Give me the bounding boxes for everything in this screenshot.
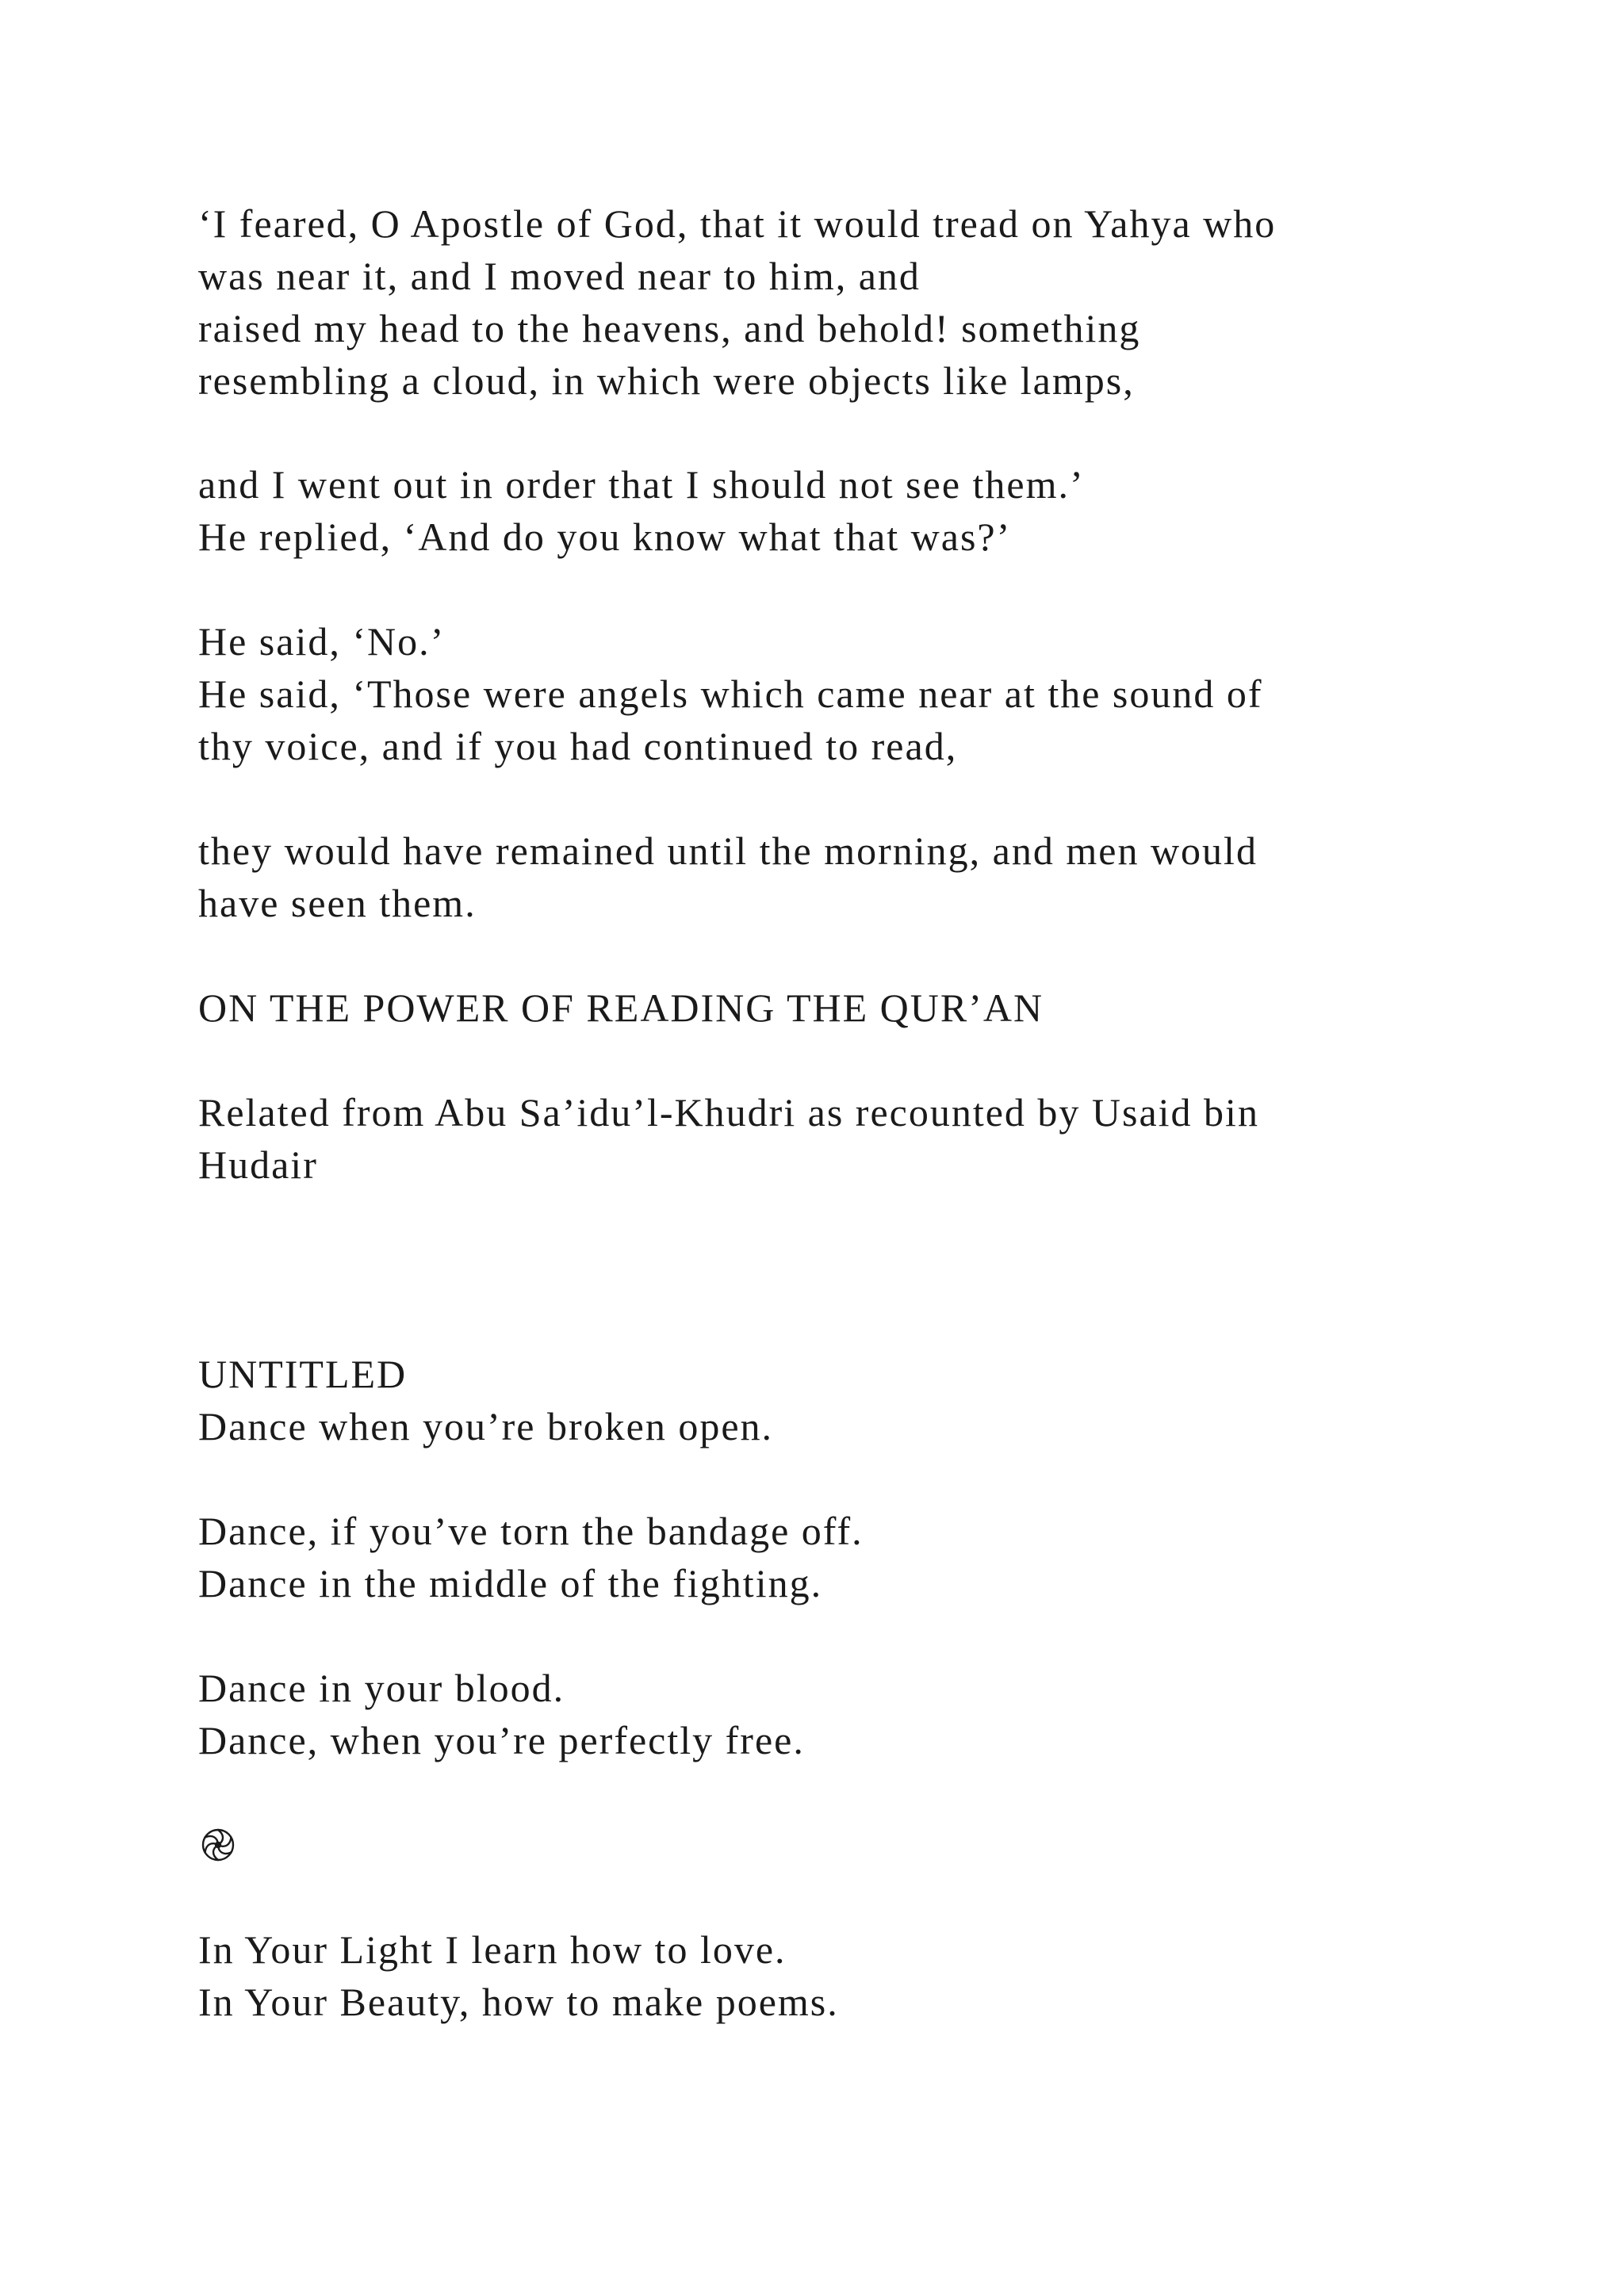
poem-line-7: In Your Beauty, how to make poems. [198, 1980, 839, 2024]
text-line-5: and I went out in order that I should not see them.’ [198, 462, 1085, 507]
text-line-8: He said, ‘Those were angels which came near at the sound of [198, 672, 1263, 716]
poem-line-4: Dance in your blood. [198, 1666, 565, 1710]
text-line-10: they would have remained until the morning, and men would [198, 828, 1258, 873]
text-line-4: resembling a cloud, in which were objects like lamps, [198, 358, 1135, 403]
section-heading: ON THE POWER OF READING THE QUR’AN [198, 985, 1044, 1030]
poem-line-6: In Your Light I learn how to love. [198, 1927, 787, 1972]
text-line-3: raised my head to the heavens, and behold! something [198, 306, 1141, 350]
pinwheel-ornament-icon [200, 1827, 236, 1863]
text-line-9: thy voice, and if you had continued to read, [198, 724, 958, 768]
poem-line-5: Dance, when you’re perfectly free. [198, 1718, 805, 1762]
poem-line-1: Dance when you’re broken open. [198, 1404, 774, 1448]
text-line-11: have seen them. [198, 881, 477, 925]
poem-title: UNTITLED [198, 1352, 408, 1396]
text-line-1: ‘I feared, O Apostle of God, that it would tread on Yahya who [198, 201, 1277, 246]
poem-line-3: Dance in the middle of the fighting. [198, 1561, 823, 1605]
poem-line-2: Dance, if you’ve torn the bandage off. [198, 1509, 864, 1553]
text-line-6: He replied, ‘And do you know what that was?’ [198, 515, 1012, 559]
text-line-2: was near it, and I moved near to him, and [198, 254, 921, 298]
text-line-7: He said, ‘No.’ [198, 619, 446, 664]
attribution-line-2: Hudair [198, 1142, 318, 1187]
attribution-line-1: Related from Abu Sa’idu’l-Khudri as recounted by Usaid bin [198, 1090, 1259, 1135]
